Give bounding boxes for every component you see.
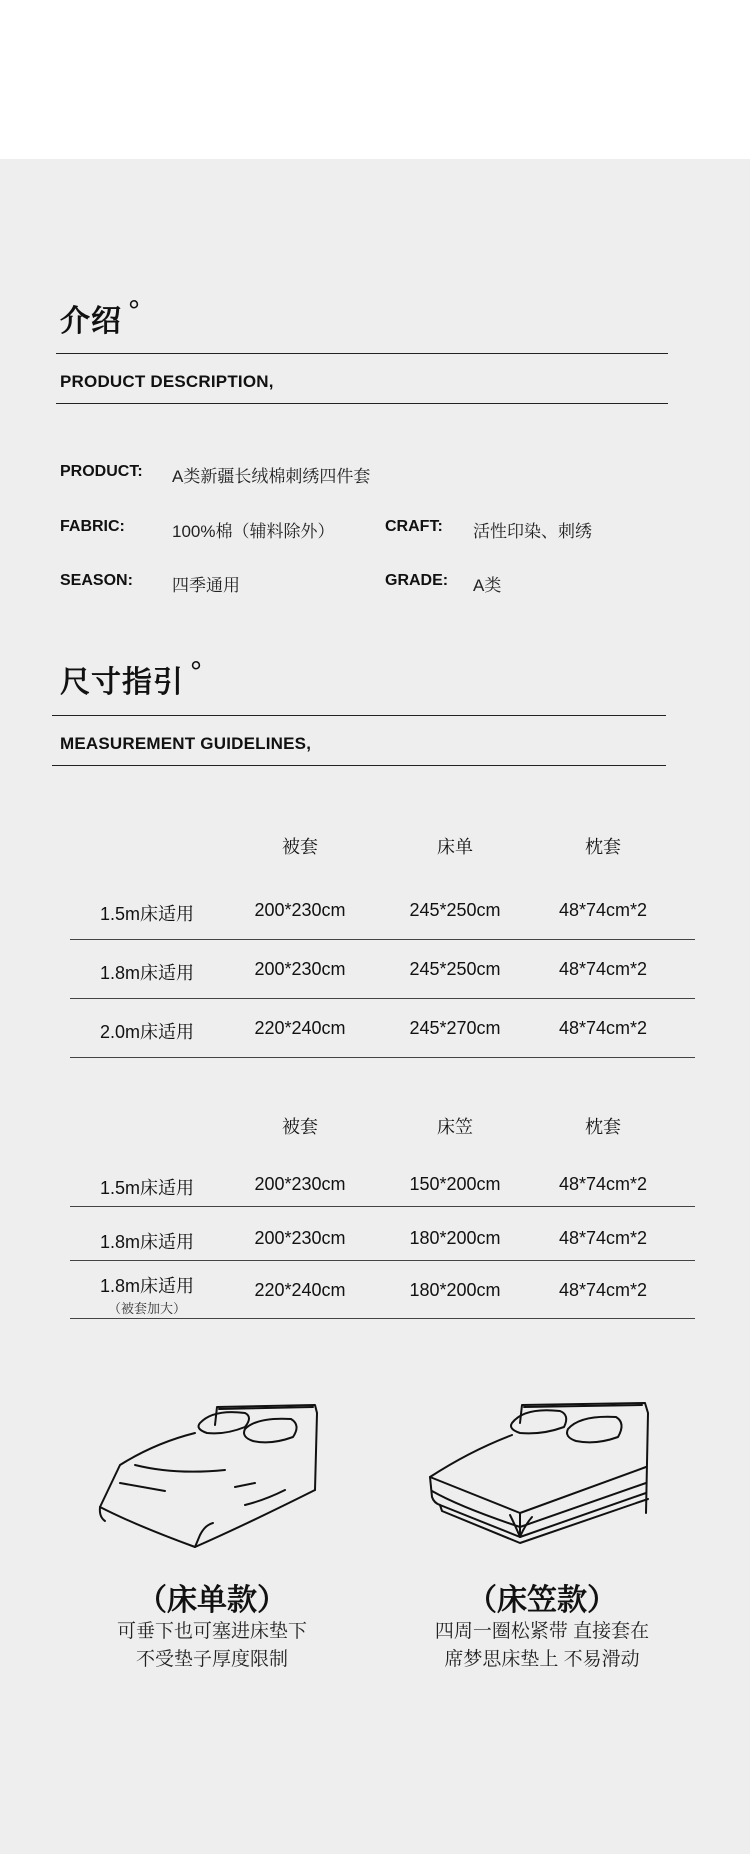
table-cell: 220*240cm — [254, 1280, 346, 1300]
table-header: 枕套 — [585, 837, 621, 857]
season-value: 四季通用 — [172, 576, 240, 595]
divider — [56, 403, 668, 404]
fitted-sheet-bed-icon — [420, 1395, 660, 1555]
table-cell: 48*74cm*2 — [558, 1174, 648, 1194]
cell-note: （被套加大） — [107, 1301, 186, 1316]
table-header: 枕套 — [585, 1117, 621, 1137]
intro-title-text: 介绍 — [60, 305, 122, 338]
row-divider — [70, 998, 695, 999]
table-cell: 1.5m床适用 — [99, 904, 195, 924]
cell-text: 1.8m床适用 — [99, 1276, 195, 1296]
measure-title-text: 尺寸指引 — [60, 666, 184, 699]
grade-label: GRADE: — [385, 572, 449, 589]
measure-title — [60, 657, 203, 701]
measure-subtitle: MEASUREMENT GUIDELINES, — [60, 734, 312, 753]
table-cell: 48*74cm*2 — [558, 1228, 648, 1248]
table-cell: 200*230cm — [254, 900, 346, 920]
fabric-value: 100%棉（辅料除外） — [172, 522, 335, 541]
intro-subtitle: PRODUCT DESCRIPTION, — [60, 372, 274, 391]
craft-value: 活性印染、刺绣 — [473, 522, 592, 541]
table-cell: 48*74cm*2 — [558, 959, 648, 979]
row-divider — [70, 1260, 695, 1261]
product-label: PRODUCT: — [60, 463, 143, 480]
season-label: SEASON: — [60, 572, 133, 589]
table-cell: 245*250cm — [409, 900, 501, 920]
flat-sheet-desc — [62, 1618, 362, 1674]
desc-line: 席梦思床垫上 不易滑动 — [444, 1649, 640, 1670]
table-cell: 220*240cm — [254, 1018, 346, 1038]
divider — [52, 765, 666, 766]
table-cell: 1.8m床适用 — [99, 1232, 195, 1252]
desc-line: 不受垫子厚度限制 — [135, 1649, 288, 1670]
flat-sheet-title: （床单款） — [137, 1584, 287, 1617]
table-cell: 1.5m床适用 — [99, 1178, 195, 1198]
divider — [56, 353, 668, 354]
desc-line: 四周一圈松紧带 直接套在 — [434, 1621, 650, 1642]
table-cell: 200*230cm — [254, 1174, 346, 1194]
table-cell: 48*74cm*2 — [558, 1280, 648, 1300]
fabric-label: FABRIC: — [60, 518, 125, 535]
degree-mark: ° — [128, 295, 141, 328]
divider — [52, 715, 666, 716]
craft-label: CRAFT: — [385, 518, 443, 535]
row-divider — [70, 939, 695, 940]
table-cell — [72, 1272, 222, 1317]
table-header: 被套 — [282, 837, 318, 857]
table-cell: 48*74cm*2 — [558, 1018, 648, 1038]
degree-mark: ° — [190, 656, 203, 689]
table-cell: 1.8m床适用 — [99, 963, 195, 983]
intro-title — [60, 296, 141, 340]
table-cell: 2.0m床适用 — [99, 1022, 195, 1042]
top-blank-area — [0, 0, 750, 159]
row-divider — [70, 1206, 695, 1207]
table-cell: 180*200cm — [409, 1280, 501, 1300]
row-divider — [70, 1318, 695, 1319]
table-cell: 48*74cm*2 — [558, 900, 648, 920]
table-cell: 200*230cm — [254, 1228, 346, 1248]
table-cell: 245*250cm — [409, 959, 501, 979]
table-cell: 200*230cm — [254, 959, 346, 979]
table-cell: 245*270cm — [409, 1018, 501, 1038]
fitted-sheet-desc — [392, 1618, 692, 1674]
table-cell: 150*200cm — [409, 1174, 501, 1194]
table-cell: 180*200cm — [409, 1228, 501, 1248]
flat-sheet-bed-icon — [95, 1395, 335, 1555]
desc-line: 可垂下也可塞进床垫下 — [116, 1621, 307, 1642]
row-divider — [70, 1057, 695, 1058]
product-value: A类新疆长绒棉刺绣四件套 — [172, 467, 371, 486]
fitted-sheet-title: （床笠款） — [467, 1584, 617, 1617]
table-header: 床笠 — [437, 1117, 473, 1137]
table-header: 床单 — [437, 837, 473, 857]
grade-value: A类 — [473, 576, 502, 595]
table-header: 被套 — [282, 1117, 318, 1137]
